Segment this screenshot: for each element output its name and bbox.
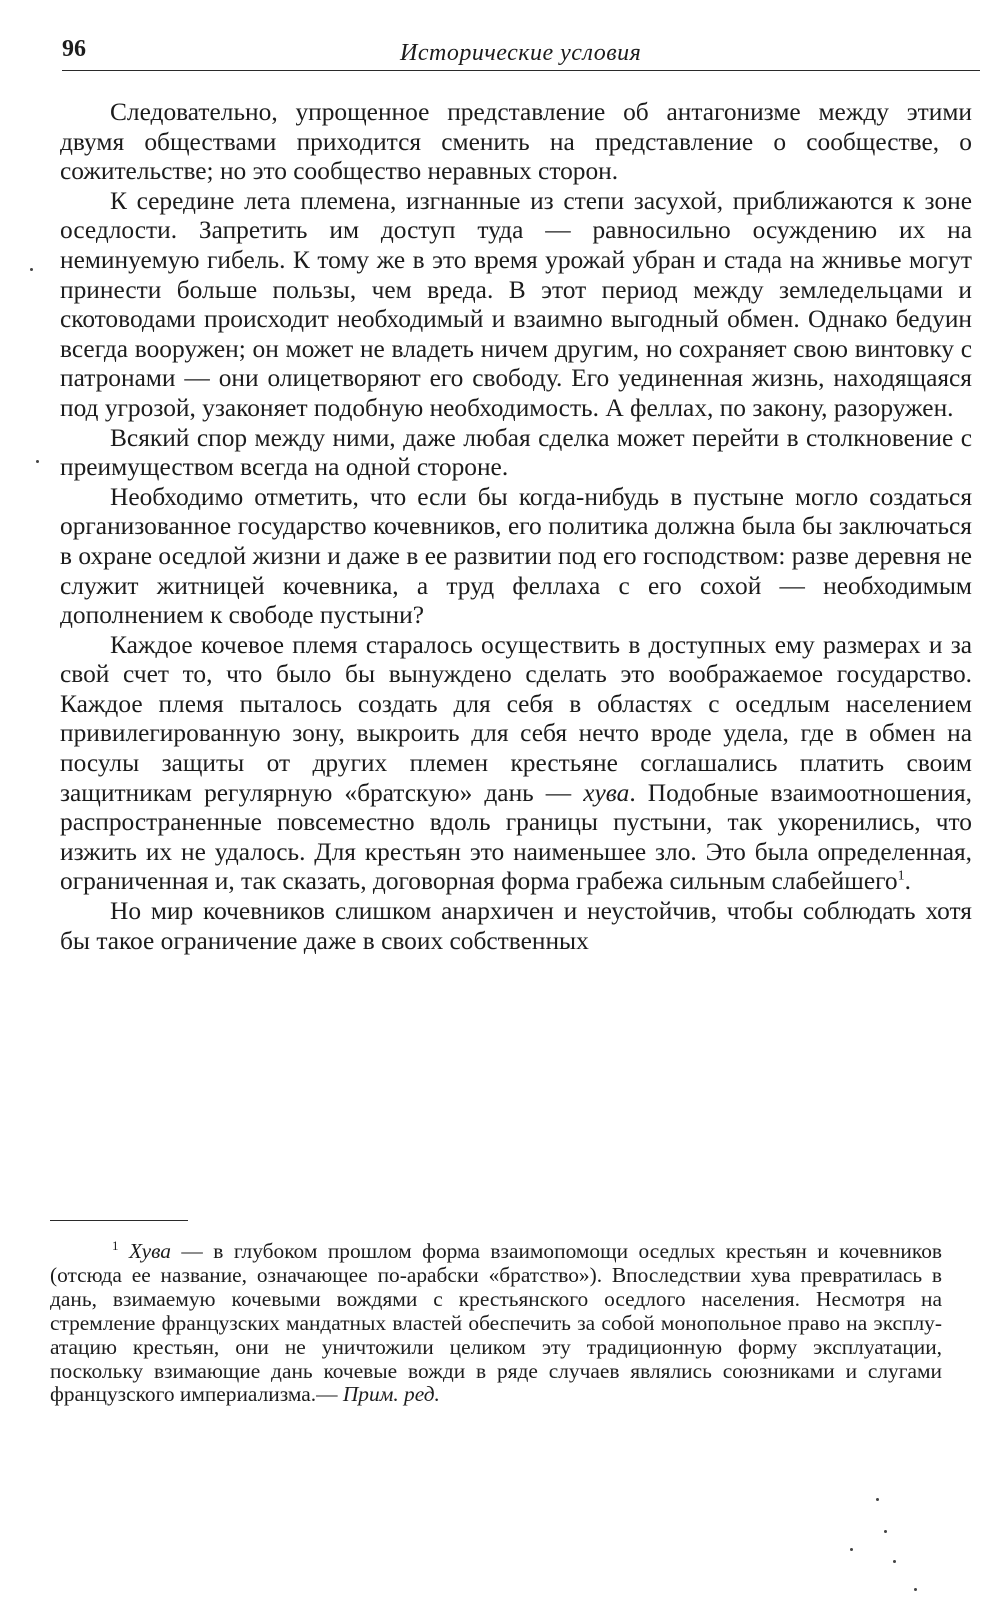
scan-speck	[893, 1560, 896, 1563]
footnote-mark: 1	[112, 1237, 119, 1253]
running-title: Исторические условия	[400, 40, 642, 66]
scan-speck	[36, 460, 39, 463]
main-text	[60, 98, 972, 956]
paragraph-text: .	[904, 867, 911, 896]
footnote	[50, 1237, 942, 1407]
paragraph: Всякий спор между ними, даже любая сделка может перейти в столкновение с преимуществом всегда на одной стороне.	[60, 423, 972, 482]
scan-speck	[884, 1530, 887, 1533]
header-rule	[62, 70, 980, 71]
scan-speck	[876, 1498, 879, 1501]
paragraph: Необходимо отметить, что если бы когда-нибудь в пустыне могло создаться организованное государство кочевников, его политика должна была бы заключаться в охране оседлой жизни и даже в ее развитии под его господством: разве деревня не служит житницей кочевника, а труд феллаха с его сохой — необходимым дополнением к свободе пустыни?	[60, 482, 972, 630]
footnote-reference: 1	[897, 868, 905, 884]
italic-term: хува	[583, 778, 630, 807]
paragraph: Следовательно, упрощенное представление об антагонизме между этими двумя обществами приходится сменить на представление о сообществе, о сожительстве; но это сообщество неравных сторон.	[60, 98, 972, 186]
running-head	[62, 36, 980, 70]
scan-speck	[914, 1588, 917, 1591]
scan-speck	[850, 1548, 853, 1551]
paragraph: К середине лета племена, изгнанные из степи засухой, приближаются к зоне оседлости. Запретить им доступ туда — равносильно осуждению их на неминуемую гибель. К тому же в это время урожай убран и стада на жнивье могут принести больше пользы, чем вреда. В этот период между земледельцами и скотоводами происходит необходимый и взаимно выгодный обмен. Однако бедуин всегда вооружен; он может не владеть ничем другим, но сохраняет свою винтовку с патронами — они олицетворяют его свободу. Его уединенная жизнь, находящаяся под угрозой, узаконяет подобную необходимость. А феллах, по закону, разоружен.	[60, 186, 972, 422]
paragraph	[60, 631, 972, 897]
paragraph: Но мир кочевников слишком анархичен и неустойчив, чтобы соблюдать хотя бы такое ограничение даже в своих собственных	[60, 897, 972, 955]
editor-note: Прим. ред.	[342, 1382, 440, 1407]
page-number: 96	[62, 36, 86, 62]
paragraph-text: . Подобные взаимоотношения, распространенные повсеместно вдоль границы пустыни, так укоренились, что изжить их не удалось. Для крестьян это наименьшее зло. Это была определенная, ограниченная и, так сказать, договорная форма грабежа сильным слабейшего	[60, 778, 972, 896]
footnote-term: Хува	[128, 1239, 171, 1263]
footnote-text: — в глубоком прошлом форма взаимопомощи оседлых крестьян и кочевников (отсюда ее название, означающее по-арабски «братство»). Впоследствии хува превратилась в дань, взимаемую кочевыми вождями с крестьянского оседлого населения. Несмотря на стремление французских мандатных властей обеспечить за собой монопольное право на эксплуатацию крестьян, они не уничтожили целиком эту традиционную форму эксплуатации, поскольку взимающие дань кочевые вожди в ряде случаев являлись союзниками и слугами французского империализма.—	[50, 1239, 942, 1407]
scan-speck	[30, 268, 33, 271]
paragraph-text: Каждое кочевое племя старалось осуществить в доступных ему размерах и за свой счет то, что было бы вынуждено сделать это воображаемое государство. Каждое племя пыталось создать для себя в областях с оседлым населением привилегированную зону, выкроить для себя нечто вроде удела, где в обмен на посулы защиты от других племен крестьяне соглашались платить своим защитникам регулярную «братскую» дань —	[60, 630, 972, 807]
footnote-rule	[50, 1220, 188, 1221]
